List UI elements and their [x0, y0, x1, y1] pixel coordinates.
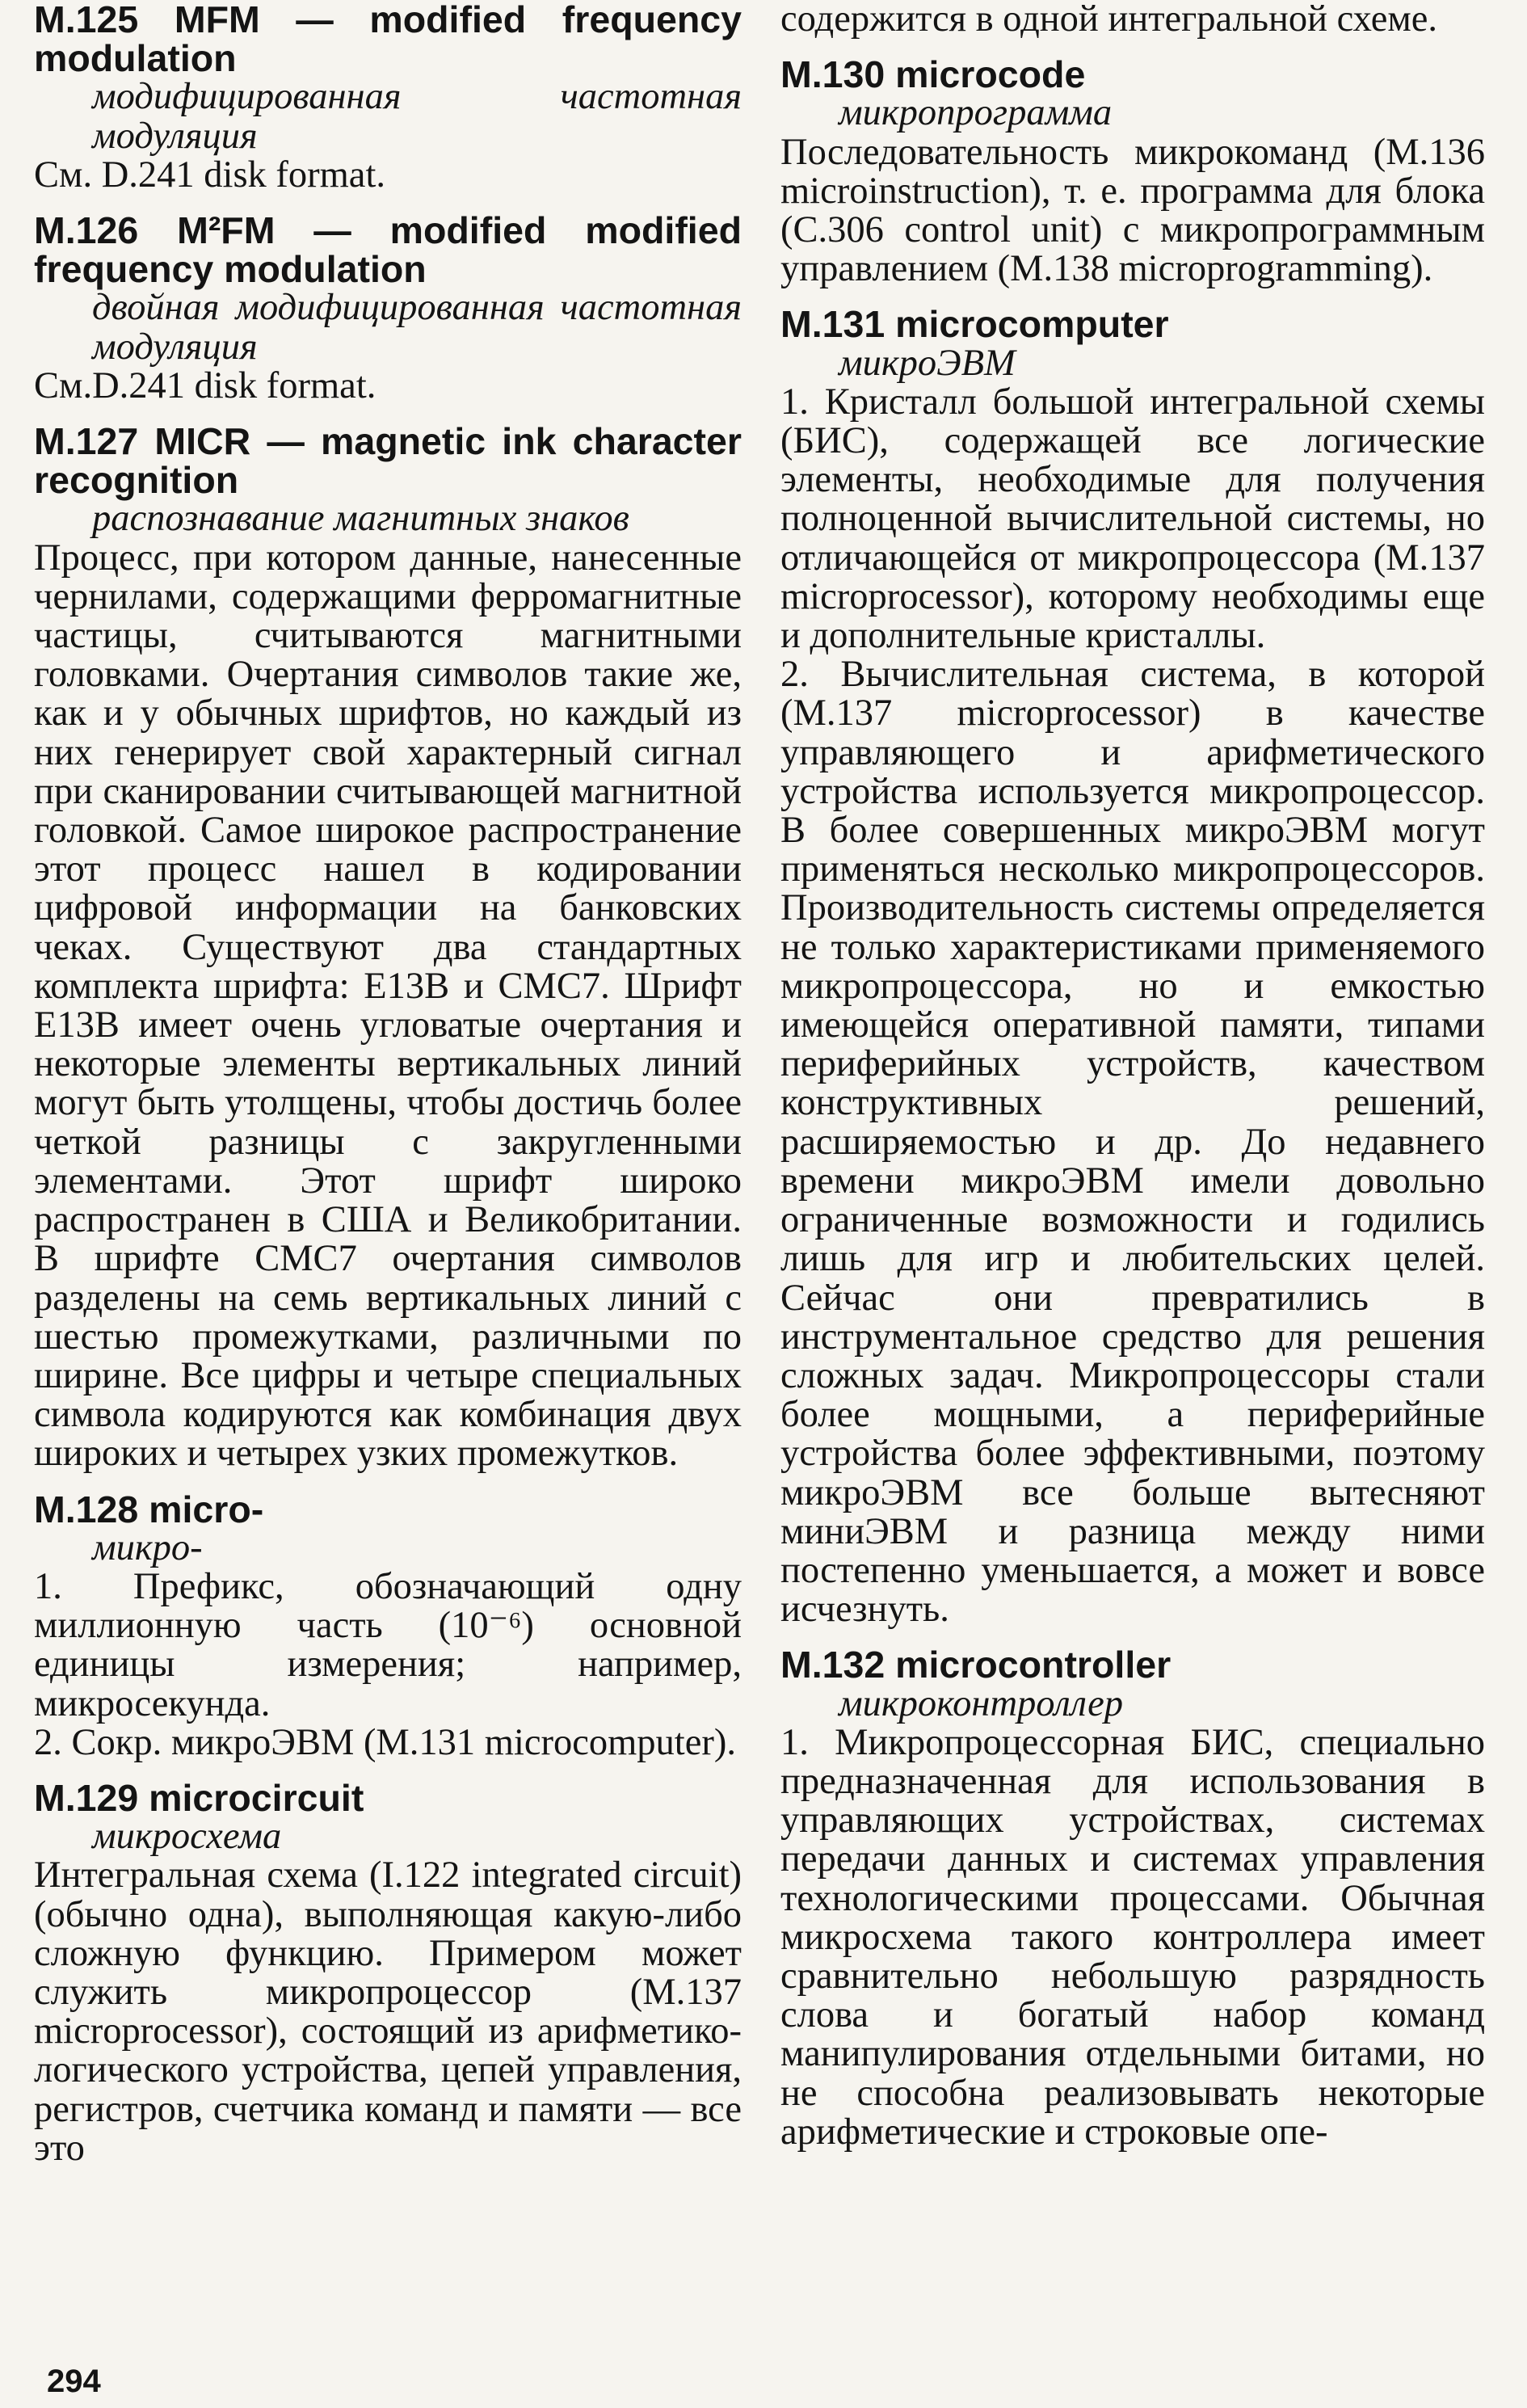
entry-m125 [34, 0, 742, 195]
entry-m127 [34, 422, 742, 1473]
page-number: 294 [47, 2364, 101, 2399]
entry-heading: M.129 microcircuit [34, 1776, 364, 1819]
entry-heading: M.125 MFM — modified frequency modulation [34, 0, 742, 80]
entry-m130 [780, 55, 1485, 288]
entry-item-1: 1. Микропроцессорная БИС, специально предназначенная для использования в управляющих устройствах, системах передачи данных и системах управления технологическими процессами. Обычная микросхема такого контроллера имеет сравнительно небольшую разрядность слова и богатый набор команд манипулирования отдельными битами, но не способна реализовывать некоторые арифметические и строковые опе- [780, 1721, 1485, 2153]
entry-body: Последовательность микрокоманд (M.136 microinstruction), т. е. программа для блока (C.306 control unit) с микропрограммным управлением (M.138 microprogramming). [780, 131, 1485, 290]
entry-m126 [34, 211, 742, 406]
entry-body: См. D.241 disk format. [34, 154, 385, 196]
entry-m131 [780, 305, 1485, 1629]
entry-heading: M.130 microcode [780, 53, 1086, 96]
entry-m132 [780, 1645, 1485, 2152]
entry-body: Процесс, при котором данные, нанесенные чернилами, содержащими ферромагнитные частицы, считываются магнитными головками. Очертания символов такие же, как и у обычных шрифтов, но каждый из них генерирует свой характерный сигнал при сканировании считывающей магнитной головкой. Самое широкое распространение этот процесс нашел в кодировании цифровой информации на банковских чеках. Существуют два стандартных комплекта шрифта: E13B и CMC7. Шрифт E13B имеет очень угловатые очертания и некоторые элементы вертикальных линий могут быть утолщены, чтобы достичь более четкой разницы с закругленными элементами. Этот шрифт широко распространен в США и Великобритании. В шрифте CMC7 очертания символов разделены на семь вертикальных линий с шестью промежутками, различными по ширине. Все цифры и четыре специальных символа кодируются как комбинация двух широких и четырех узких промежутков. [34, 537, 742, 1475]
entry-item-1: 1. Кристалл большой интегральной схемы (БИС), содержащей все логические элементы, необходимые для получения полноценной вычислительной системы, но отличающейся от микропроцессора (M.137 micrорrocessor), которому необходимы еще и дополнительные кристаллы. [780, 381, 1485, 657]
entry-heading: M.126 M²FM — modified modified frequency modulation [34, 209, 742, 291]
russian-term: микроЭВМ [839, 342, 1016, 384]
russian-term: микропрограмма [839, 92, 1113, 134]
entry-body: См.D.241 disk format. [34, 364, 376, 406]
entry-m129 [34, 1776, 742, 2169]
russian-term: двойная модифицированная частотная модуляция [92, 287, 742, 368]
entry-body: Интегральная схема (I.122 integrated circuit) (обычно одна), выполняющая какую-либо сложную функцию. Примером может служить микропроцессор (M.137 micrорrocessor), состоящий из арифметико-логического устройства, цепей управления, регистров, счетчика команд и памяти — все это [34, 1854, 742, 2169]
entry-m128 [34, 1490, 742, 1762]
entry-heading: M.128 micro- [34, 1488, 264, 1530]
russian-term: микроконтроллер [839, 1682, 1123, 1724]
russian-term: распознавание магнитных знаков [92, 498, 629, 540]
left-column [34, 0, 742, 2168]
entry-item-2: 2. Вычислительная система, в которой (M.137 micrорrocessor) в качестве управляющего и арифметического устройства используется микропроцессор. В более совершенных микроЭВМ могут применяться несколько микропроцессоров. Производительность системы определяется не только характеристиками применяемого микропроцессора, но и емкостью имеющейся оперативной памяти, типами периферийных устройств, качеством конструктивных решений, расширяемостью и др. До недавнего времени микроЭВМ имели довольно ограниченные возможности и годились лишь для игр и любительских целей. Сейчас они превратились в инструментальное средство для решения сложных задач. Микропроцессоры стали более мощными, а периферийные устройства более эффективными, поэтому микроЭВМ все больше вытесняют миниЭВМ и разница между ними постепенно уменьшается, а может и вовсе исчезнуть. [780, 654, 1485, 1631]
entry-heading: M.131 microcomputer [780, 303, 1169, 346]
russian-term: микросхема [92, 1816, 282, 1858]
entry-item-1: 1. Префикс, обозначающий одну миллионную часть (10⁻⁶) основной единицы измерения; например, микросекунда. [34, 1565, 742, 1724]
entry-body-continued: содержится в одной интегральной схеме. [780, 0, 1438, 40]
entry-heading: M.132 microcontroller [780, 1644, 1172, 1686]
entry-heading: M.127 MICR — magnetic ink character recognition [34, 420, 742, 502]
entry-m129-continued [780, 0, 1485, 39]
russian-term: микро- [92, 1526, 203, 1568]
right-column [780, 0, 1485, 2152]
entry-item-2: 2. Сокр. микроЭВМ (M.131 microcomputer). [34, 1721, 736, 1763]
russian-term: модифицированная частотная модуляция [92, 76, 742, 157]
